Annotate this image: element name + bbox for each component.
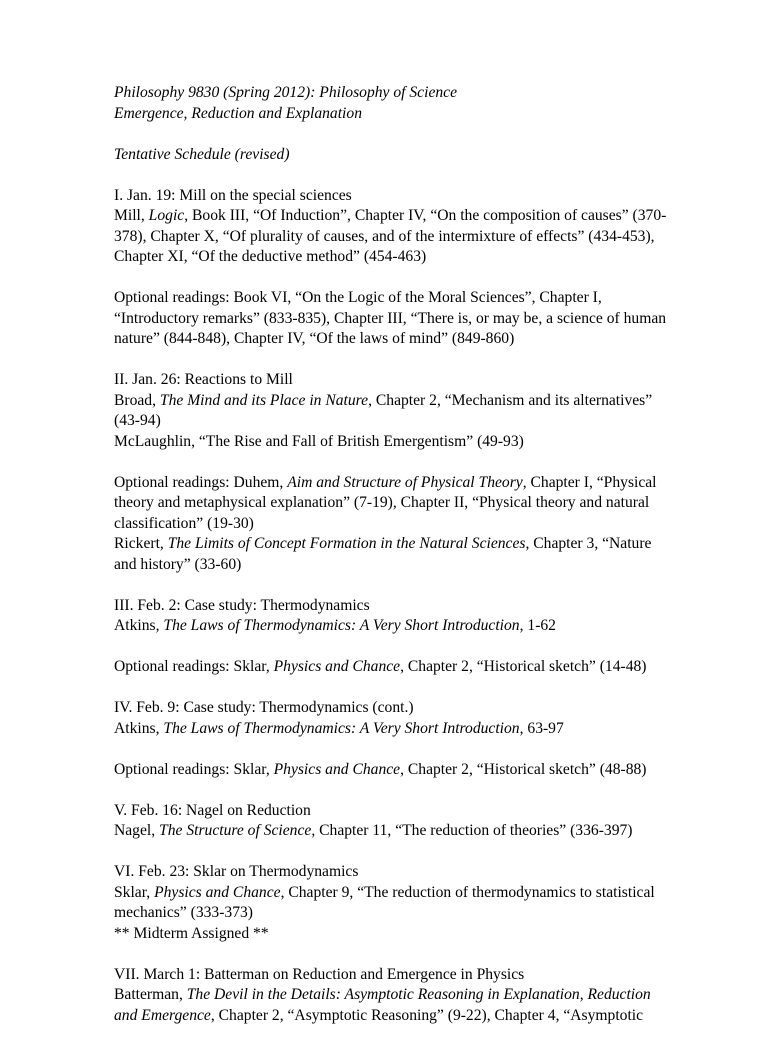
reading-title: and Emergence <box>114 1006 211 1024</box>
reading-title: The Mind and its Place in Nature <box>159 391 369 409</box>
optional-reading-line: “Introductory remarks” (833-835), Chapter III, “There is, or may be, a science of human <box>114 309 667 327</box>
week-7-required <box>114 965 674 1027</box>
reading-detail: , Chapter 2, “Mechanism and its alternatives” <box>368 391 653 409</box>
week-4-optional <box>114 760 674 781</box>
week-4-heading: IV. Feb. 9: Case study: Thermodynamics (cont.) <box>114 699 414 716</box>
reading-detail: , 1-62 <box>519 617 556 634</box>
optional-reading-line: and history” (33-60) <box>114 555 242 573</box>
week-2-optional <box>114 473 674 576</box>
reading-title: The Devil in the Details: Asymptotic Reasoning in Explanation, Reduction <box>186 986 651 1003</box>
week-3-required <box>114 596 674 637</box>
week-5-required <box>114 801 674 842</box>
optional-reading-line <box>114 473 674 494</box>
reading-author: Mill, <box>114 207 149 224</box>
week-4-required <box>114 698 674 739</box>
reading-title: The Laws of Thermodynamics: A Very Short Introduction <box>163 617 520 634</box>
week-1-reading-line <box>114 206 674 227</box>
week-7-reading-line <box>114 985 674 1006</box>
reading-author: Sklar, <box>114 883 155 901</box>
reading-detail: , Chapter 2, “Asymptotic Reasoning” (9-22), Chapter 4, “Asymptotic <box>210 1006 644 1024</box>
week-2-reading-line: McLaughlin, “The Rise and Fall of British Emergentism” (49-93) <box>114 432 524 450</box>
week-3-heading: III. Feb. 2: Case study: Thermodynamics <box>114 596 370 614</box>
week-1-reading-line: 378), Chapter X, “Of plurality of causes, and of the intermixture of effects” (434-453), <box>114 227 655 245</box>
week-6-reading-line <box>114 883 674 904</box>
reading-title: Logic <box>148 207 185 224</box>
week-7-heading: VII. March 1: Batterman on Reduction and Emergence in Physics <box>114 965 525 983</box>
week-1-reading-line: Chapter XI, “Of the deductive method” (454-463) <box>114 248 427 265</box>
reading-title: Physics and Chance <box>273 658 401 675</box>
optional-reading-line <box>114 657 674 678</box>
reading-detail: , Chapter 3, “Nature <box>525 535 652 552</box>
document-page <box>114 83 674 1047</box>
week-1-heading: I. Jan. 19: Mill on the special sciences <box>114 186 352 204</box>
week-4-reading-line <box>114 719 674 740</box>
reading-detail: , Book III, “Of Induction”, Chapter IV, “On the composition of causes” (370- <box>184 207 667 224</box>
reading-author: Optional readings: Duhem, <box>114 473 288 491</box>
reading-author: Broad, <box>114 391 160 409</box>
week-2-reading-line <box>114 391 674 412</box>
schedule-label: Tentative Schedule (revised) <box>114 145 290 163</box>
reading-title: Physics and Chance <box>273 760 401 778</box>
week-1-required <box>114 186 674 268</box>
optional-reading-line <box>114 534 674 555</box>
course-title: Philosophy 9830 (Spring 2012): Philosophy of Science <box>114 84 458 101</box>
reading-detail: , Chapter I, “Physical <box>522 473 657 491</box>
optional-reading-line <box>114 760 674 781</box>
week-3-optional <box>114 657 674 678</box>
week-6-reading-line: mechanics” (333-373) <box>114 904 253 921</box>
reading-author: Nagel, <box>114 822 160 839</box>
reading-title: The Limits of Concept Formation in the Natural Sciences <box>167 535 526 552</box>
optional-reading-line: nature” (844-848), Chapter IV, “Of the laws of mind” (849-860) <box>114 330 515 347</box>
reading-author: Optional readings: Sklar, <box>114 658 274 675</box>
reading-detail: , 63-97 <box>519 719 564 737</box>
optional-reading-line: theory and metaphysical explanation” (7-19), Chapter II, “Physical theory and natural <box>114 494 650 511</box>
reading-title: Aim and Structure of Physical Theory <box>287 473 523 491</box>
week-2-required <box>114 370 674 452</box>
reading-author: Optional readings: Sklar, <box>114 760 274 778</box>
week-6-required <box>114 862 674 944</box>
reading-title: The Laws of Thermodynamics: A Very Short Introduction <box>163 719 520 737</box>
reading-author: Batterman, <box>114 986 187 1003</box>
week-2-reading-line: (43-94) <box>114 412 161 429</box>
course-subtitle: Emergence, Reduction and Explanation <box>114 104 362 122</box>
reading-author: Atkins, <box>114 719 164 737</box>
midterm-note: ** Midterm Assigned ** <box>114 924 269 942</box>
reading-title: Physics and Chance <box>154 883 281 901</box>
week-6-heading: VI. Feb. 23: Sklar on Thermodynamics <box>114 863 359 880</box>
week-5-reading-line <box>114 821 674 842</box>
course-header <box>114 83 674 124</box>
week-2-heading: II. Jan. 26: Reactions to Mill <box>114 371 293 388</box>
week-3-reading-line <box>114 616 674 637</box>
optional-reading-line: Optional readings: Book VI, “On the Logic of the Moral Sciences”, Chapter I, <box>114 289 602 306</box>
reading-title: The Structure of Science <box>159 822 312 839</box>
week-7-reading-line <box>114 1006 674 1027</box>
optional-reading-line: classification” (19-30) <box>114 514 254 532</box>
reading-detail: , Chapter 2, “Historical sketch” (14-48) <box>400 658 647 675</box>
reading-detail: , Chapter 11, “The reduction of theories” (336-397) <box>311 822 633 839</box>
reading-author: Rickert, <box>114 535 168 552</box>
reading-author: Atkins, <box>114 617 164 634</box>
reading-detail: , Chapter 2, “Historical sketch” (48-88) <box>400 760 647 778</box>
schedule-label-block <box>114 145 674 166</box>
reading-detail: , Chapter 9, “The reduction of thermodynamics to statistical <box>280 883 655 901</box>
week-1-optional <box>114 288 674 350</box>
week-5-heading: V. Feb. 16: Nagel on Reduction <box>114 801 311 819</box>
